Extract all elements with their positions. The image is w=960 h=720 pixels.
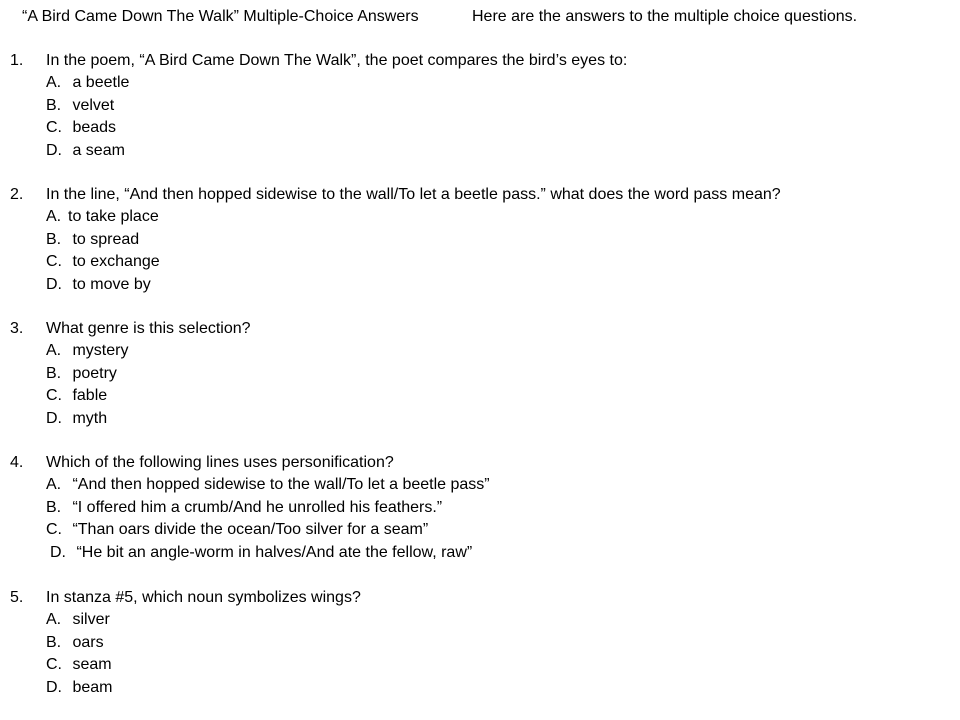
choice-text: to exchange — [72, 253, 160, 270]
question-text: In the poem, “A Bird Came Down The Walk”, the poet compares the bird’s eyes to: — [46, 52, 628, 69]
answer-choice-c — [10, 654, 940, 677]
choice-text: a beetle — [72, 74, 130, 91]
answer-choice-d — [10, 677, 940, 700]
choice-text: seam — [72, 656, 112, 673]
answer-choice-b — [10, 632, 940, 655]
answer-choice-b — [10, 95, 940, 118]
answer-choice-b — [10, 497, 940, 520]
choice-letter: D. — [46, 275, 62, 293]
question-text: Which of the following lines uses personification? — [46, 454, 394, 471]
choice-letter: D. — [50, 543, 66, 561]
choice-text: beam — [72, 678, 113, 696]
question-stem — [10, 452, 940, 474]
answer-choice-a — [10, 206, 940, 229]
question-text: In stanza #5, which noun symbolizes wings? — [46, 589, 361, 606]
question-number: 2. — [10, 186, 24, 203]
choice-letter: B. — [46, 230, 62, 248]
question-number: 5. — [10, 589, 24, 606]
question-stem — [10, 318, 940, 340]
question-number: 1. — [10, 52, 24, 69]
choice-text: to take place — [68, 208, 159, 225]
answer-choice-c — [10, 519, 940, 542]
question-2 — [10, 184, 940, 296]
question-stem — [10, 587, 940, 609]
answer-choice-d — [10, 408, 940, 431]
answer-choice-a — [10, 72, 940, 95]
choice-letter: D. — [46, 141, 62, 159]
choice-letter: A. — [46, 74, 62, 91]
choice-text: oars — [72, 633, 104, 651]
choice-letter: C. — [46, 521, 62, 538]
choice-text: velvet — [72, 96, 115, 114]
question-number: 3. — [10, 320, 24, 337]
choice-letter: D. — [46, 678, 62, 696]
question-3 — [10, 318, 940, 430]
choice-text: to spread — [72, 230, 140, 248]
question-stem — [10, 184, 940, 206]
answer-choice-b — [10, 229, 940, 252]
choice-letter: C. — [46, 119, 62, 136]
choice-letter: A. — [46, 476, 62, 493]
choice-text: a seam — [72, 141, 125, 159]
answer-choice-a — [10, 609, 940, 632]
question-5 — [10, 587, 940, 699]
question-stem — [10, 50, 940, 72]
choice-letter: A. — [46, 342, 62, 359]
answer-choice-b — [10, 363, 940, 386]
answer-choice-a — [10, 340, 940, 363]
answer-choice-c — [10, 117, 940, 140]
choice-letter: C. — [46, 387, 62, 404]
question-1 — [10, 50, 940, 162]
answer-choice-c — [10, 385, 940, 408]
choice-letter: D. — [46, 409, 62, 427]
choice-text: “And then hopped sidewise to the wall/To let a beetle pass” — [72, 476, 490, 493]
choice-letter: A. — [46, 208, 62, 225]
answer-choice-c — [10, 251, 940, 274]
choice-letter: C. — [46, 656, 62, 673]
choice-letter: B. — [46, 498, 62, 516]
answer-choice-a — [10, 474, 940, 497]
question-text: In the line, “And then hopped sidewise to the wall/To let a beetle pass.” what does the word pass mean? — [46, 186, 781, 203]
choice-letter: A. — [46, 611, 62, 628]
question-number: 4. — [10, 454, 24, 471]
choice-letter: B. — [46, 96, 62, 114]
page-header — [22, 6, 960, 28]
answer-choice-d — [10, 140, 940, 163]
choice-letter: B. — [46, 633, 62, 651]
choice-text: myth — [72, 409, 108, 427]
question-text: What genre is this selection? — [46, 320, 251, 337]
question-4 — [10, 452, 940, 564]
choice-text: mystery — [72, 342, 129, 359]
choice-text: “Than oars divide the ocean/Too silver for a seam” — [72, 521, 429, 538]
choice-text: poetry — [72, 364, 117, 382]
answer-choice-d — [10, 542, 940, 565]
choice-text: “He bit an angle-worm in halves/And ate the fellow, raw” — [76, 543, 473, 561]
choice-text: beads — [72, 119, 117, 136]
choice-letter: B. — [46, 364, 62, 382]
choice-letter: C. — [46, 253, 62, 270]
choice-text: fable — [72, 387, 108, 404]
choice-text: to move by — [72, 275, 151, 293]
page-subtitle: Here are the answers to the multiple choice questions. — [472, 8, 858, 25]
page-title: “A Bird Came Down The Walk” Multiple-Choice Answers — [22, 8, 419, 25]
choice-text: “I offered him a crumb/And he unrolled his feathers.” — [72, 498, 443, 516]
answer-choice-d — [10, 274, 940, 297]
choice-text: silver — [72, 611, 110, 628]
